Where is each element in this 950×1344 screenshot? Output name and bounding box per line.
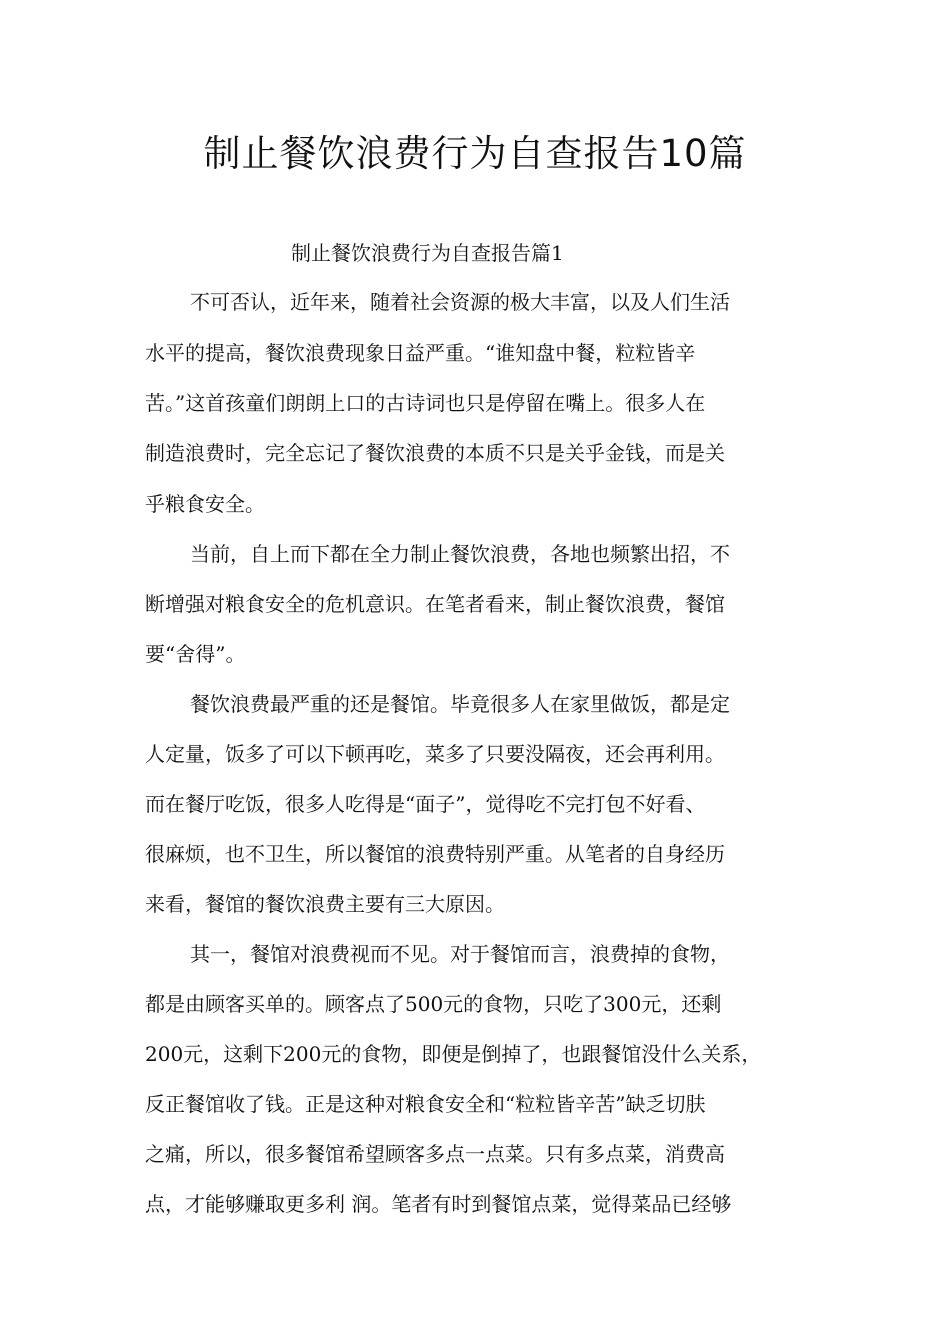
paragraph-line: 点，才能够赚取更多利 润。笔者有时到餐馆点菜，觉得菜品已经够: [145, 1192, 732, 1216]
paragraph-line: 其一，餐馆对浪费视而不见。对于餐馆而言，浪费掉的食物，: [190, 942, 730, 966]
paragraph-line: 之痛，所以，很多餐馆希望顾客多点一点菜。只有多点菜，消费高: [145, 1142, 725, 1166]
paragraph-line: 不可否认，近年来，随着社会资源的极大丰富，以及人们生活: [190, 290, 730, 314]
paragraph-line: 苦。”这首孩童们朗朗上口的古诗词也只是停留在嘴上。很多人在: [145, 391, 706, 415]
section-heading: 制止餐饮浪费行为自查报告篇1: [291, 241, 564, 265]
paragraph-line: 制造浪费时，完全忘记了餐饮浪费的本质不只是关乎金钱，而是关: [145, 441, 725, 465]
paragraph-line: 200元，这剩下200元的食物，即便是倒掉了，也跟餐馆没什么关系，: [145, 1042, 762, 1066]
paragraph-line: 餐饮浪费最严重的还是餐馆。毕竟很多人在家里做饭，都是定: [190, 692, 730, 716]
paragraph-line: 反正餐馆收了钱。正是这种对粮食安全和“粒粒皆辛苦”缺乏切肤: [145, 1092, 706, 1116]
paragraph-line: 人定量，饭多了可以下顿再吃，菜多了只要没隔夜，还会再利用。: [145, 742, 725, 766]
paragraph-line: 要“舍得”。: [145, 642, 246, 666]
document-title: 制止餐饮浪费行为自查报告10篇: [203, 132, 747, 175]
paragraph-line: 当前，自上而下都在全力制止餐饮浪费，各地也频繁出招，不: [190, 542, 730, 566]
paragraph-line: 而在餐厅吃饭，很多人吃得是“面子”，觉得吃不完打包不好看、: [145, 792, 706, 816]
paragraph-line: 水平的提高，餐饮浪费现象日益严重。“谁知盘中餐，粒粒皆辛: [145, 341, 696, 365]
paragraph-line: 很麻烦，也不卫生，所以餐馆的浪费特别严重。从笔者的自身经历: [145, 842, 725, 866]
paragraph-line: 断增强对粮食安全的危机意识。在笔者看来，制止餐饮浪费，餐馆: [145, 592, 725, 616]
paragraph-line: 都是由顾客买单的。顾客点了500元的食物，只吃了300元，还剩: [145, 992, 722, 1016]
paragraph-line: 来看，餐馆的餐饮浪费主要有三大原因。: [145, 892, 505, 916]
paragraph-line: 乎粮食安全。: [145, 492, 265, 516]
